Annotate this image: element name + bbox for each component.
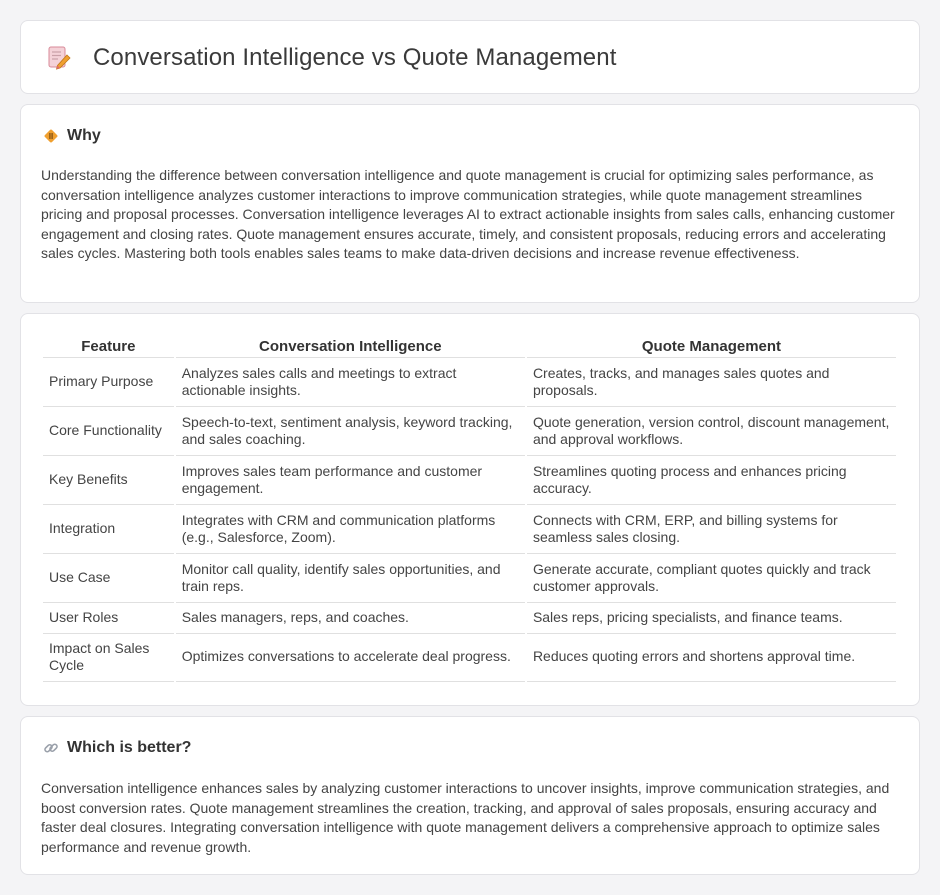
table-row	[43, 634, 896, 682]
table-row	[43, 505, 896, 554]
feature-cell: Key Benefits	[43, 456, 174, 505]
table-row	[43, 603, 896, 634]
title-wrap	[47, 44, 616, 72]
qm-cell: Sales reps, pricing specialists, and finance teams.	[527, 603, 896, 634]
ci-cell: Sales managers, reps, and coaches.	[176, 603, 525, 634]
page-title: Conversation Intelligence vs Quote Management	[93, 44, 617, 71]
comparison-table	[41, 334, 898, 682]
header-quote-management: Quote Management	[527, 334, 896, 358]
header-conversation-intelligence: Conversation Intelligence	[176, 334, 525, 358]
feature-cell: User Roles	[43, 603, 174, 634]
qm-cell: Reduces quoting errors and shortens approval time.	[527, 634, 896, 682]
better-title: Which is better?	[67, 739, 192, 756]
comparison-card	[20, 313, 920, 706]
title-card	[20, 20, 920, 94]
feature-cell: Integration	[43, 505, 174, 554]
better-heading	[43, 739, 191, 757]
ci-cell: Optimizes conversations to accelerate deal progress.	[176, 634, 525, 682]
ci-cell: Improves sales team performance and customer engagement.	[176, 456, 525, 505]
qm-cell: Connects with CRM, ERP, and billing systems for seamless sales closing.	[527, 505, 896, 554]
why-heading	[43, 127, 101, 145]
why-title: Why	[67, 127, 101, 144]
ci-cell: Speech-to-text, sentiment analysis, keyword tracking, and sales coaching.	[176, 407, 525, 456]
qm-cell: Creates, tracks, and manages sales quotes and proposals.	[527, 358, 896, 407]
feature-cell: Impact on Sales Cycle	[43, 634, 174, 682]
feature-cell: Core Functionality	[43, 407, 174, 456]
document-pencil-icon	[47, 45, 71, 71]
ci-cell: Integrates with CRM and communication platforms (e.g., Salesforce, Zoom).	[176, 505, 525, 554]
table-row	[43, 554, 896, 603]
better-text: Conversation intelligence enhances sales by analyzing customer interactions to uncover insights, improve communication strategies, and boost conversion rates. Quote management streamlines the creation, tracking, and approval of sales proposals, ensuring accuracy and faster deal closures. Integrating conversation intelligence with quote management delivers a comprehensive approach to optimize sales performance and revenue growth.	[41, 780, 890, 855]
ci-cell: Analyzes sales calls and meetings to extract actionable insights.	[176, 358, 525, 407]
table-row	[43, 456, 896, 505]
diamond-sign-icon	[43, 128, 59, 144]
table-row	[43, 407, 896, 456]
qm-cell: Streamlines quoting process and enhances pricing accuracy.	[527, 456, 896, 505]
feature-cell: Use Case	[43, 554, 174, 603]
better-card	[20, 716, 920, 875]
table-header-row	[43, 334, 896, 358]
qm-cell: Generate accurate, compliant quotes quickly and track customer approvals.	[527, 554, 896, 603]
feature-cell: Primary Purpose	[43, 358, 174, 407]
why-text: Understanding the difference between conversation intelligence and quote management is crucial for optimizing sales performance, as conversation intelligence analyzes customer interactions to improve communication strategies, while quote management streamlines pricing and proposal processes. Conversation intelligence leverages AI to extract actionable insights from sales calls, enhancing customer engagement and closing rates. Quote management ensures accurate, timely, and consistent proposals, reducing errors and accelerating sales cycles. Mastering both tools enables sales teams to make data-driven decisions and increase revenue effectiveness.	[41, 167, 895, 261]
ci-cell: Monitor call quality, identify sales opportunities, and train reps.	[176, 554, 525, 603]
table-row	[43, 358, 896, 407]
why-card	[20, 104, 920, 303]
link-icon	[43, 740, 59, 756]
header-feature: Feature	[43, 334, 174, 358]
qm-cell: Quote generation, version control, discount management, and approval workflows.	[527, 407, 896, 456]
